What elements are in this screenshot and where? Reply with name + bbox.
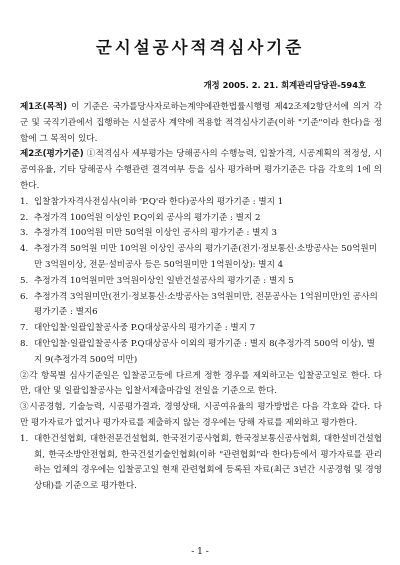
list-item-text: 입찰참가자격사전심사(이하 'P.Q'라 한다)공사의 평가기준 : 별지 1 bbox=[34, 196, 284, 207]
list-item bbox=[20, 321, 382, 337]
article-2-paragraph-3: ③시공경험, 기술능력, 시공평가결과, 경영상태, 시공여유율의 평가방법은 다음 각호와 같다. 다만 평가자료가 없거나 평가자료를 제출하지 않는 경우에는 당해 자료를 제외하고 평가한다. bbox=[20, 402, 382, 428]
article-1-text: 이 기준은 국가를당사자로하는계약에관한법률시행령 제42조제2항단서에 의거 각군 및 국직기관에서 집행하는 시설공사 계약에 적용할 적격심사기준(이하 "기준"이라 한다)을 정함에 그 목적이 있다. bbox=[20, 102, 382, 144]
list-item bbox=[20, 290, 382, 322]
list-item bbox=[20, 211, 382, 227]
article-2-paragraph-2: ②각 항목별 심사기준일은 입찰공고등에 다르게 정한 경우를 제외하고는 입찰공고일로 한다. 다만, 대안 및 일괄입찰공사는 입찰서제출마감일 전일을 기준으로 한다. bbox=[20, 370, 382, 397]
article-2-p1-text: ①적격심사 세부평가는 당해공사의 수행능력, 입찰가격, 시공계획의 적정성, 시공여유율, 기타 당해공사 수행관련 결격여부 등을 심사 평가하며 평가기준은 다음 각호의 1에 의한다. bbox=[20, 149, 382, 191]
article-1 bbox=[20, 100, 382, 147]
list-item-text: 추정가격 3억원미만(전기·정보통신·소방공사는 3억원미만, 전문공사는 1억원미만)인 공사의 평가기준 : 별지6 bbox=[34, 291, 378, 318]
article-2-label: 제2조(평가기준) bbox=[20, 149, 84, 160]
list-item-number: 8. bbox=[20, 338, 29, 349]
list-item bbox=[20, 337, 382, 369]
list-item-text: 대안입찰·일괄입찰공사중 P.Q대상공사 이외의 평가기준 : 별지 8(추정가격 500억 이상), 별지 9(추정가격 500억 미만) bbox=[34, 338, 375, 365]
list-item bbox=[20, 195, 382, 211]
document-title: 군시설공사적격심사기준 bbox=[95, 38, 305, 57]
list-item-number: 1. bbox=[20, 196, 29, 207]
list-item-number: 3. bbox=[20, 228, 29, 239]
list-item-text: 추정가격 10억원미만 3억원이상인 일반건설공사의 평가기준 : 별지 5 bbox=[34, 275, 294, 286]
list-item-number: 4. bbox=[20, 244, 29, 255]
list-item-number: 5. bbox=[20, 275, 29, 286]
list-item-number: 6. bbox=[20, 291, 29, 302]
list-item-text: 추정가격 100억원 미만 50억원 이상인 공사의 평가기준 : 별지 3 bbox=[34, 228, 277, 239]
revision-note: 개정 2005. 2. 21. 회계관리담당관-594호 bbox=[203, 80, 366, 90]
list-item bbox=[20, 432, 382, 495]
list-item-text: 추정가격 100억원 이상인 P.Q이외 공사의 평가기준 : 별지 2 bbox=[34, 212, 261, 223]
article-2-paragraph-1 bbox=[20, 147, 382, 194]
list-item-text: 추정가격 50억원 미만 10억원 이상인 공사의 평가기준(전기·정보통신·소방공사는 50억원미만 3억원이상, 전문·설비공사 등은 50억원미만 1억원이상): 별지 4 bbox=[34, 244, 377, 270]
list-item bbox=[20, 242, 382, 274]
list-item-number: 1. bbox=[20, 433, 29, 444]
page-number: - 1 - bbox=[191, 547, 209, 557]
list-item bbox=[20, 274, 382, 290]
list-item-text: 대안입찰·일괄입찰공사중 P.Q대상공사의 평가기준 : 별지 7 bbox=[34, 323, 256, 334]
list-item-number: 2. bbox=[20, 212, 29, 223]
evaluation-method-list bbox=[20, 432, 382, 495]
list-item-number: 7. bbox=[20, 323, 29, 334]
article-1-label: 제1조(목적) bbox=[20, 102, 68, 112]
list-item-text: 대한건설협회, 대한전문건설협회, 한국전기공사협회, 한국정보통신공사협회, 대한설비건설협회, 한국소방안전협회, 한국건설기술인협회(이하 "관련협회"라 한다)등에서 평가자료를 관리하는 업체의 경우에는 입찰공고일 현재 관련협회에 등록된 자료(최근 3년간 시공경험 및 경영상태)를 기준으로 평가한다. bbox=[34, 433, 382, 492]
list-item bbox=[20, 226, 382, 242]
document-body bbox=[20, 100, 382, 495]
evaluation-criteria-list bbox=[20, 195, 382, 369]
